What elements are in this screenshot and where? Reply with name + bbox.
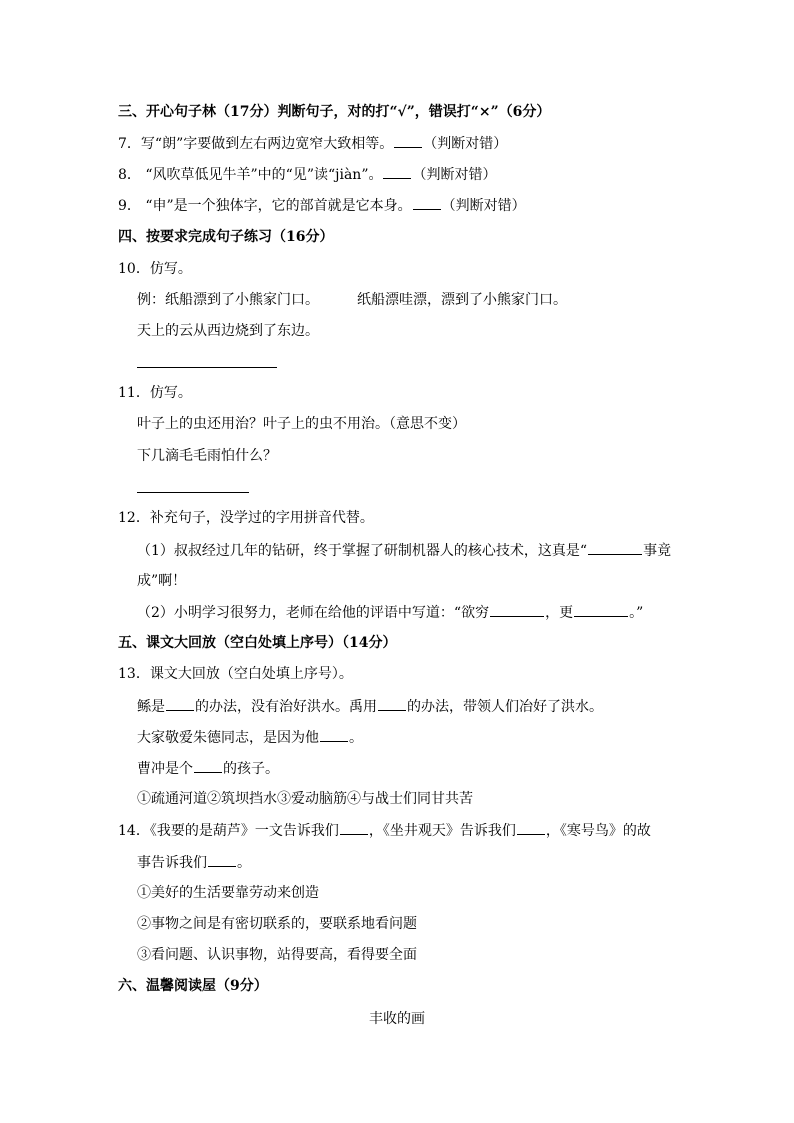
- question-13-options: ①疏通河道②筑坝挡水③爱动脑筋④与战士们同甘共苦: [137, 791, 473, 807]
- line-2-text: 大家敬爱朱德同志，是因为他: [137, 730, 319, 746]
- question-7-hint: （判断对错）: [423, 136, 508, 152]
- question-8-hint: （判断对错）: [412, 167, 497, 183]
- question-12-title: 12．补充句子，没学过的字用拼音代替。: [118, 510, 374, 526]
- part-2-text: （2）小明学习很努力，老师在给他的评语中写道：“欲穷: [137, 605, 490, 621]
- section-5-heading: 五、课文大回放（空白处填上序号）（14分）: [118, 635, 397, 651]
- question-14-text: 14．《我要的是葫芦》一文告诉我们: [118, 823, 339, 839]
- question-12-part-1: [137, 540, 671, 561]
- line-3-text: 曹冲是个: [137, 761, 193, 777]
- answer-blank[interactable]: [588, 540, 642, 555]
- question-12-part-2: [137, 602, 643, 623]
- question-10-title: 10．仿写。: [118, 261, 192, 277]
- answer-line[interactable]: [137, 367, 277, 368]
- question-14-text-cont: 事告诉我们: [137, 855, 207, 871]
- section-4-heading: 四、按要求完成句子练习（16分）: [118, 229, 334, 245]
- answer-blank[interactable]: [194, 758, 222, 773]
- question-11-prompt: 下几滴毛毛雨怕什么？: [137, 448, 277, 464]
- reading-title: 丰收的画: [369, 1011, 425, 1027]
- answer-blank[interactable]: [166, 696, 194, 711]
- question-13-line-1: [137, 696, 603, 717]
- answer-blank[interactable]: [378, 696, 406, 711]
- question-13-title: 13．课文大回放（空白处填上序号）。: [118, 666, 353, 682]
- answer-blank[interactable]: [320, 727, 348, 742]
- line-2-text-end: 。: [349, 730, 363, 746]
- question-11-example: 叶子上的虫还用治？叶子上的虫不用治。（意思不变）: [137, 416, 466, 432]
- question-9-text: 9． “申”是一个独体字，它的部首就是它本身。: [118, 198, 412, 214]
- question-8: [118, 164, 496, 185]
- question-9: [118, 195, 526, 216]
- question-14-text-close: 。: [237, 855, 251, 871]
- question-10-prompt: 天上的云从西边烧到了东边。: [137, 323, 319, 339]
- question-14-option-3: ③看问题、认识事物，站得要高，看得要全面: [137, 947, 417, 963]
- line-3-text-end: 的孩子。: [223, 761, 279, 777]
- question-13-line-2: [137, 727, 363, 748]
- line-1-text: 鲧是: [137, 699, 165, 715]
- question-11-title: 11．仿写。: [118, 385, 192, 401]
- question-9-hint: （判断对错）: [441, 198, 526, 214]
- answer-blank[interactable]: [394, 133, 422, 148]
- question-7: [118, 133, 507, 154]
- question-14-text-mid: ，《坐井观天》告诉我们: [368, 823, 516, 839]
- question-14: [118, 820, 651, 841]
- question-13-line-3: [137, 758, 279, 779]
- line-1-text-end: 的办法，带领人们冶好了洪水。: [407, 699, 603, 715]
- part-2-text-mid: ，更: [545, 605, 574, 621]
- answer-blank[interactable]: [413, 195, 441, 210]
- answer-blank[interactable]: [517, 820, 545, 835]
- part-1-text: （1）叔叔经过几年的钻研，终于掌握了研制机器人的核心技术，这真是“: [137, 543, 588, 559]
- question-14-text-end: ，《寒号鸟》的故: [545, 823, 651, 839]
- answer-blank[interactable]: [208, 852, 236, 867]
- section-3-heading: 三、开心句子林（17分）判断句子，对的打“√”，错误打“×”（6分）: [118, 104, 551, 120]
- answer-line[interactable]: [137, 492, 249, 493]
- line-1-text-mid: 的办法，没有治好洪水。禹用: [195, 699, 377, 715]
- part-1-text-end: 事竟: [643, 543, 672, 559]
- answer-blank[interactable]: [490, 602, 544, 617]
- question-14-option-2: ②事物之间是有密切联系的，要联系地看问题: [137, 916, 417, 932]
- answer-blank[interactable]: [340, 820, 368, 835]
- example-sentence: 例：纸船漂到了小熊家门口。: [137, 292, 319, 308]
- question-7-text: 7．写“朗”字要做到左右两边宽窄大致相等。: [118, 136, 394, 152]
- answer-blank[interactable]: [574, 602, 628, 617]
- question-8-text: 8． “风吹草低见牛羊”中的“见”读“jiàn”。: [118, 167, 383, 183]
- section-6-heading: 六、温馨阅读屋（9分）: [118, 978, 268, 994]
- answer-blank[interactable]: [383, 164, 411, 179]
- question-14-option-1: ①美好的生活要靠劳动来创造: [137, 885, 319, 901]
- question-12-part-1-cont: 成”啊！: [137, 573, 187, 589]
- example-rewrite: 纸船漂哇漂，漂到了小熊家门口。: [357, 292, 567, 308]
- question-10-example: [137, 290, 567, 310]
- part-2-text-end: 。”: [629, 605, 644, 621]
- question-14-cont: [137, 852, 251, 873]
